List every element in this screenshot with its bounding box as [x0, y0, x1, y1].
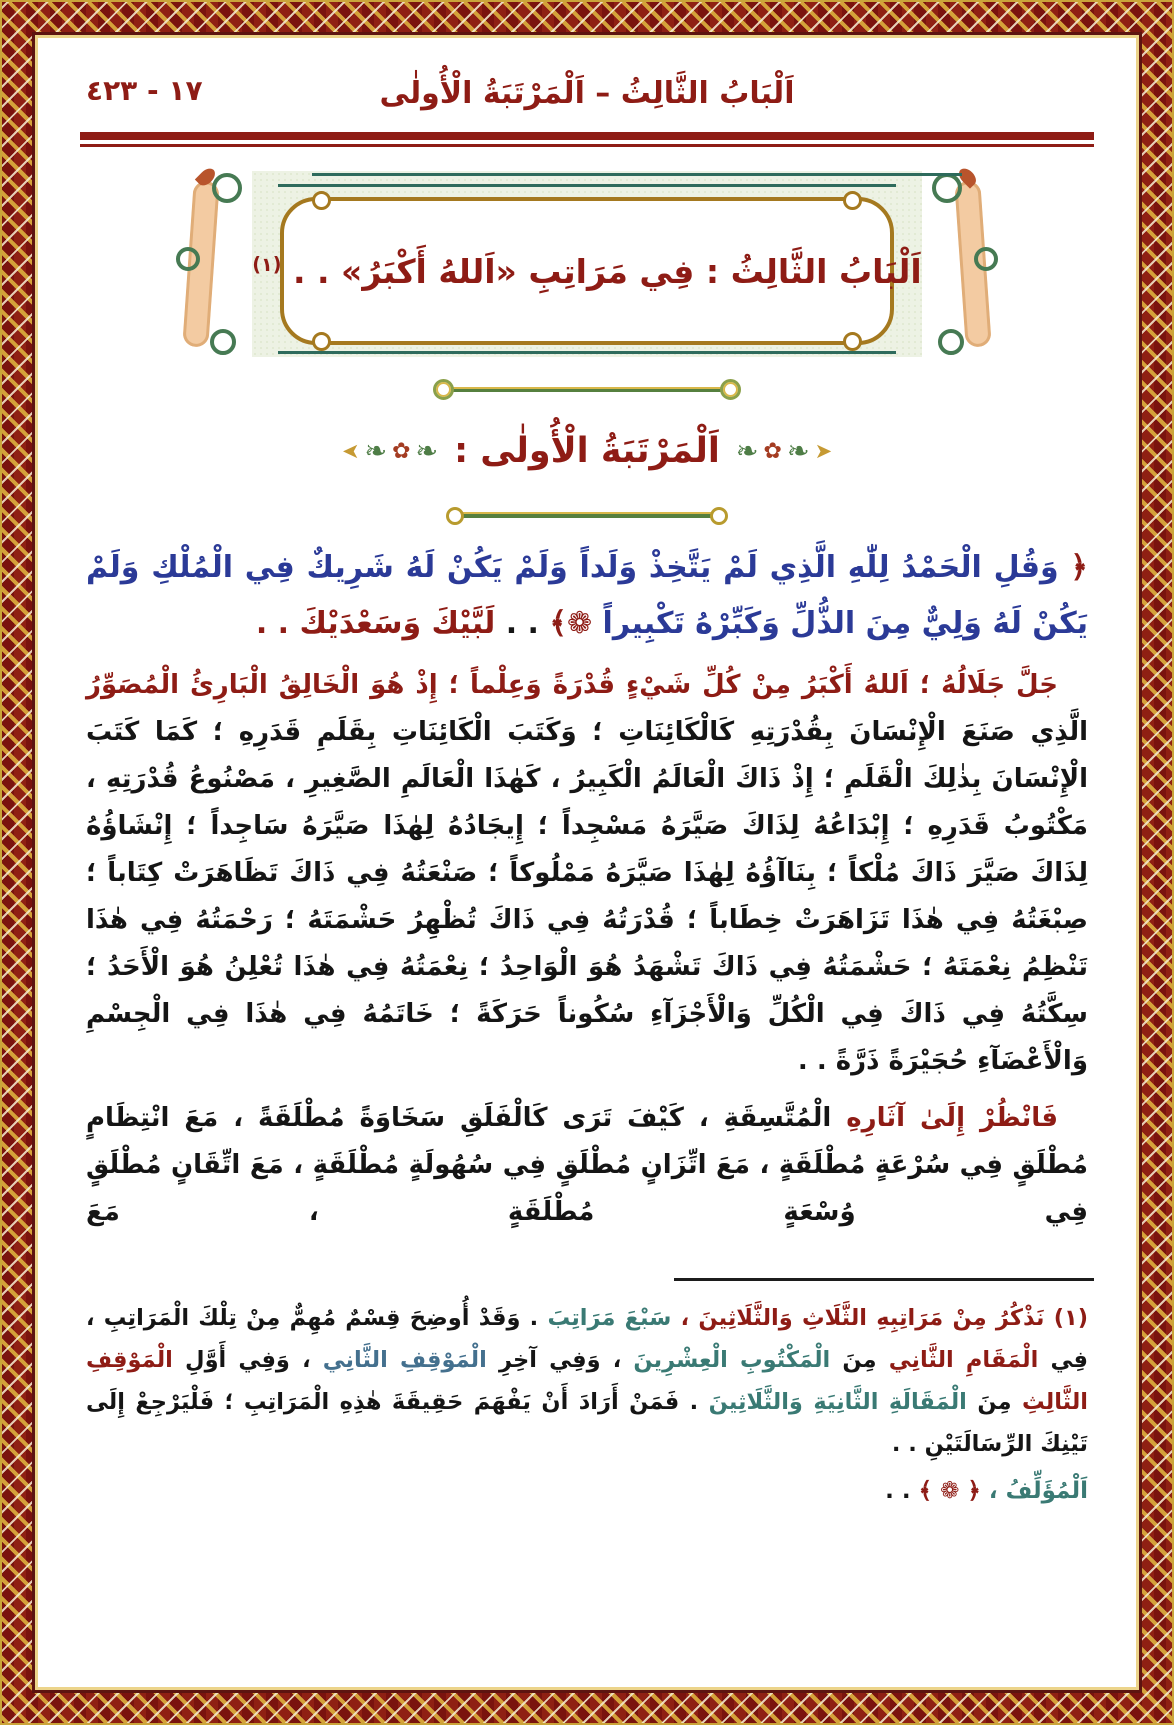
leaf-curl-icon	[210, 329, 236, 355]
floral-sprig-icon: ❧	[415, 435, 439, 467]
leaf-curl-icon	[176, 247, 200, 271]
flower-icon: ✿	[392, 438, 411, 464]
author-signature	[86, 1469, 1088, 1513]
chapter-title-frame	[252, 197, 922, 345]
page-header	[80, 66, 1094, 122]
text-segment: . .	[495, 606, 550, 642]
text-segment: لَبَّيْكَ وَسَعْدَيْكَ . .	[255, 606, 496, 642]
header-rule-thick	[80, 132, 1094, 140]
body-paragraph-2	[86, 1095, 1088, 1236]
leaf-curl-icon	[938, 329, 964, 355]
leaf-curl-icon	[932, 173, 962, 203]
text-segment: مِنَ	[966, 1389, 1022, 1416]
text-segment: اَلْمُؤَلِّفُ ،	[980, 1478, 1088, 1505]
text-segment: الْمُتَّسِقَةِ ، كَيْفَ تَرَى كَالْفَلَقِ سَخَاوَةً مُطْلَقَةً ، مَعَ انْتِظَامٍ مُطْلَقٍ فِي سُرْعَةٍ مُطْلَقَةٍ ، مَعَ اتِّزَانٍ مُطْلَقٍ فِي سُهُولَةٍ مُطْلَقَةٍ ، مَعَ اتِّقَانٍ مُطْلَقٍ فِي وُسْعَةٍ مُطْلَقَةٍ ، مَعَ	[86, 1103, 1088, 1228]
floral-ornament-left	[170, 171, 252, 357]
section-ornament	[267, 387, 907, 518]
leaf-curl-icon	[212, 173, 242, 203]
box-rule	[312, 173, 962, 176]
text-segment: ❁﴾	[549, 606, 593, 642]
ornament-top-rule	[451, 387, 723, 392]
floral-sprig-icon: ❧	[735, 435, 759, 467]
text-segment: سَبْعَ مَرَاتِبَ	[547, 1305, 672, 1332]
running-title: اَلْبَابُ الثَّالِثُ – اَلْمَرْتَبَةُ الْأُولٰى	[379, 76, 795, 111]
text-segment: الْمَوْقِفِ الثَّالِثِ	[86, 1347, 1089, 1416]
header-rule	[80, 132, 1094, 147]
text-segment: ﴿	[1058, 550, 1088, 586]
floral-flank-right	[736, 436, 832, 467]
text-segment: ، وَفِي أَوَّلِ	[172, 1347, 323, 1374]
leaf-arrow-icon: ➤	[341, 439, 360, 464]
text-segment: الْمَقَامِ الثَّانِي	[888, 1347, 1039, 1374]
floral-sprig-icon: ❧	[786, 435, 810, 467]
ornament-bottom-rule	[461, 514, 713, 518]
text-segment: (١) نَذْكُرُ مِنْ مَرَاتِبِهِ الثَّلَاثِ وَالثَّلَاثِينَ ،	[671, 1305, 1089, 1332]
text-segment: . وَقَدْ أُوضِحَ قِسْمٌ مُهِمٌّ مِنْ تِلْكَ الْمَرَاتِبِ ، فِي	[86, 1305, 1088, 1374]
text-segment: الْمَكْتُوبِ الْعِشْرِينَ	[633, 1347, 831, 1374]
text-segment: الْمَوْقِفِ الثَّانِي	[322, 1347, 487, 1374]
chapter-ornament-box	[170, 171, 1004, 357]
text-segment: ﴿ ❁ ﴾	[918, 1478, 981, 1505]
text-segment: . فَمَنْ أَرَادَ أَنْ يَفْهَمَ حَقِيقَةَ هٰذِهِ الْمَرَاتِبِ ؛ فَلْيَرْجِعْ إِلَى تَيْنِكَ الرِّسَالَتَيْنِ . .	[86, 1389, 1088, 1458]
text-segment: ، وَفِي آخِرِ	[486, 1347, 634, 1374]
floral-ornament-right	[922, 171, 1004, 357]
footnote-separator	[674, 1278, 1094, 1281]
text-segment: الَّذِي صَنَعَ الْإِنْسَانَ بِقُدْرَتِهِ كَالْكَائِنَاتِ ؛ وَكَتَبَ الْكَائِنَاتِ بِقَلَمِ قَدَرِهِ ؛ كَمَا كَتَبَ الْإِنْسَانَ بِذٰلِكَ الْقَلَمِ ؛ إِذْ ذَاكَ الْعَالَمُ الْكَبِيرُ ، كَهٰذَا الْعَالَمِ الصَّغِيرِ ، مَصْنُوعُ قُدْرَتِهِ ، مَكْتُوبُ قَدَرِهِ ؛ إِبْدَاعُهُ لِذَاكَ صَيَّرَهُ مَسْجِداً ؛ إِيجَادُهُ لِهٰذَا صَيَّرَهُ سَاجِداً ؛ إِنْشَاؤُهُ لِذَاكَ صَيَّرَ ذَاكَ مُلْكاً ؛ بِنَاآؤُهُ لِهٰذَا صَيَّرَهُ مَمْلُوكاً ؛ صَنْعَتُهُ فِي ذَاكَ تَظَاهَرَتْ كِتَاباً ؛ صِبْغَتُهُ فِي هٰذَا تَزَاهَرَتْ خِطَاباً ؛ قُدْرَتُهُ فِي ذَاكَ تُظْهِرُ حَشْمَتَهُ ؛ رَحْمَتُهُ فِي هٰذَا تَنْظِمُ نِعْمَتَهُ ؛ حَشْمَتُهُ فِي ذَاكَ تَشْهَدُ هُوَ الْوَاحِدُ ؛ نِعْمَتُهُ فِي هٰذَا تُعْلِنُ هُوَ الْأَحَدُ ؛ سِكَّتُهُ فِي ذَاكَ فِي الْكُلِّ وَالْأَجْزَآءِ سُكُوناً حَرَكَةً ؛ خَاتَمُهُ فِي هٰذَا فِي الْجِسْمِ وَالْأَعْضَآءِ حُجَيْرَةً ذَرَّةً . .	[86, 717, 1088, 1077]
header-rule-thin	[80, 144, 1094, 147]
text-segment: الْمَقَالَةِ الثَّانِيَةِ وَالثَّلَاثِينَ	[708, 1389, 967, 1416]
body-paragraph-1	[86, 662, 1088, 1085]
text-segment: وَقُلِ الْحَمْدُ لِلّٰهِ الَّذِي لَمْ يَتَّخِذْ وَلَداً وَلَمْ يَكُنْ لَهُ شَرِيكٌ فِي الْمُلْكِ وَلَمْ يَكُنْ لَهُ وَلِيٌّ مِنَ الذُّلِّ وَكَبِّرْهُ تَكْبِيراً	[86, 550, 1088, 642]
page-numbers: ١٧ - ٤٢٣	[86, 74, 203, 107]
text-segment: مِنَ	[830, 1347, 889, 1374]
text-segment: فَانْظُرْ إِلَىٰ آثَارِهِ	[831, 1103, 1058, 1134]
chapter-title-text: اَلْبَابُ الثَّالِثُ : فِي مَرَاتِبِ «اَللهُ أَكْبَرُ» . .	[292, 251, 922, 291]
page-sheet	[38, 38, 1136, 1687]
text-segment: . .	[885, 1478, 919, 1505]
footnote-reference: (١)	[252, 252, 282, 276]
floral-flank-left	[342, 436, 438, 467]
section-title: اَلْمَرْتَبَةُ الْأُولٰى :	[454, 431, 720, 472]
quran-verse	[86, 540, 1088, 652]
chapter-title	[252, 252, 921, 291]
leaf-curl-icon	[974, 247, 998, 271]
chapter-box-panel	[252, 171, 922, 357]
flower-icon: ✿	[763, 438, 782, 464]
text-segment: جَلَّ جَلَالُهُ ؛ اَللهُ أَكْبَرُ مِنْ كُلِّ شَيْءٍ قُدْرَةً وَعِلْماً ؛ إِذْ هُوَ الْخَالِقُ الْبَارِئُ الْمُصَوِّرُ	[86, 670, 1058, 701]
section-title-row	[267, 402, 907, 500]
footnote-text	[86, 1297, 1088, 1465]
floral-sprig-icon: ❧	[364, 435, 388, 467]
box-rule	[278, 351, 896, 354]
leaf-arrow-icon: ➤	[814, 439, 833, 464]
box-rule	[278, 184, 896, 187]
